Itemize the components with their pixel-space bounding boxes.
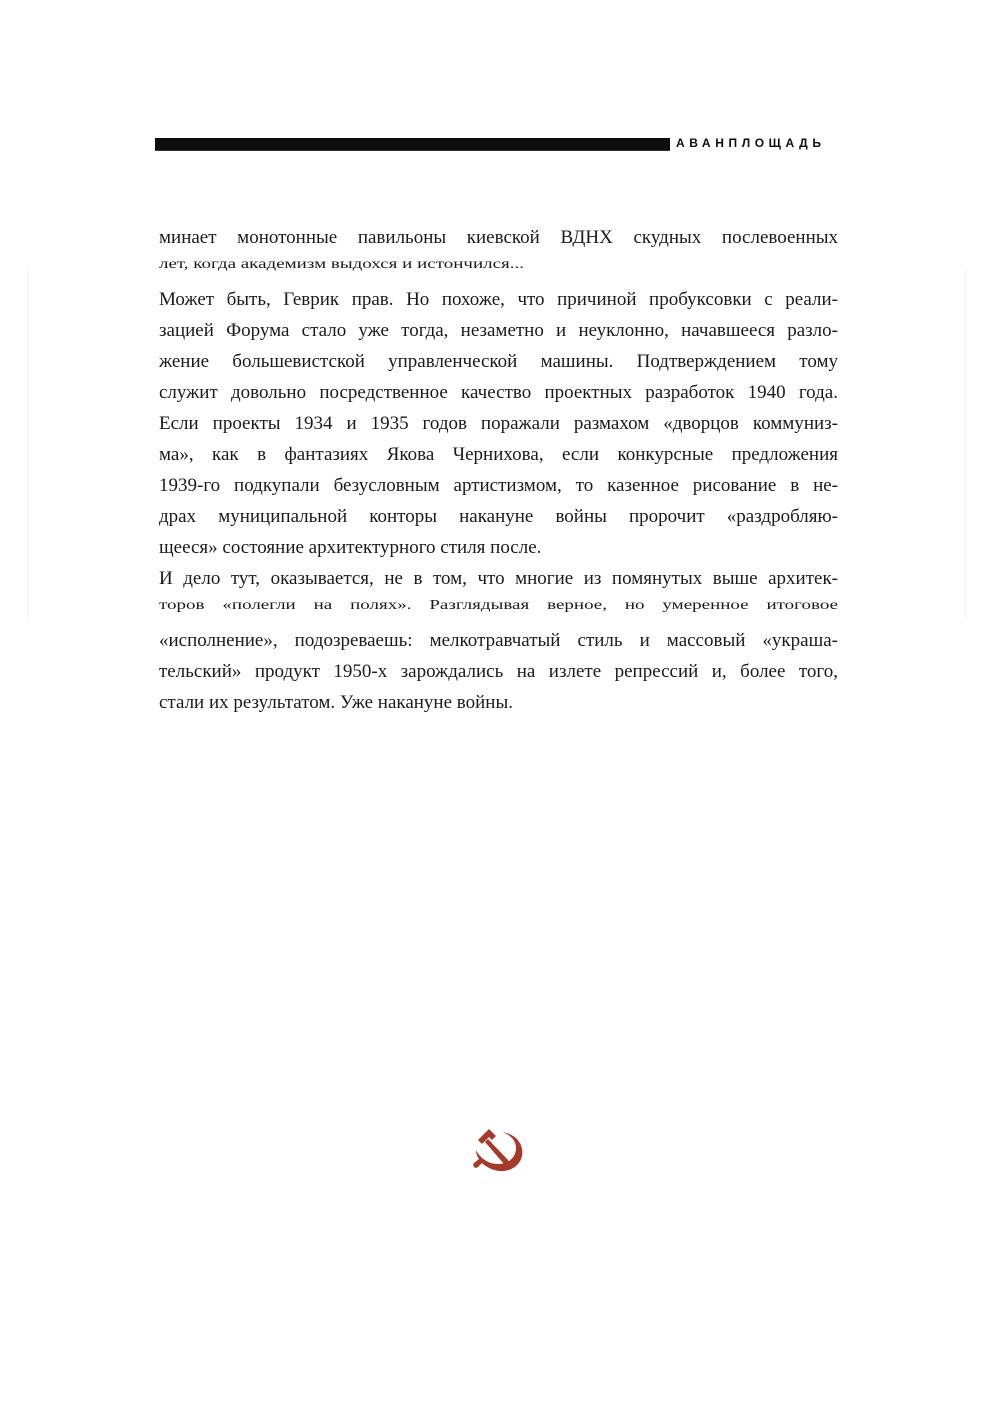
body-text [159,222,838,718]
text-line: «исполнение», подозреваешь: мелкотравчатый стиль и массовый «украша- [159,630,838,651]
hammer-and-sickle-icon [472,1128,526,1174]
text-line: зацией Форума стало уже тогда, незаметно и неуклонно, начавшееся разло- [159,320,838,341]
text-line: И дело тут, оказывается, не в том, что многие из помянутых выше архитек- [159,568,838,589]
text-line: тельский» продукт 1950-х зарождались на излете репрессий и, более того, [159,661,838,682]
text-line: стали их результатом. Уже накануне войны. [159,692,513,713]
text-line: драх муниципальной конторы накануне войны пророчит «раздробляю- [159,506,838,527]
header-rule [155,138,670,150]
text-line: служит довольно посредственное качество проектных разработок 1940 года. [159,382,838,403]
text-line: торов «полегли на полях». Разглядывая верное, но умеренное итоговое [159,597,838,613]
running-head: АВАНПЛОЩАДЬ [676,136,826,150]
text-line: 1939-го подкупали безусловным артистизмом, то казенное рисование в не- [159,475,838,496]
text-line: жение большевистской управленческой машины. Подтверждением тому [159,351,838,372]
text-line: щееся» состояние архитектурного стиля после. [159,537,542,558]
text-line: Может быть, Геврик прав. Но похоже, что причиной пробуксовки с реали- [159,289,838,310]
paragraph-3 [159,563,838,718]
text-line: лет, когда академизм выдохся и истончился... [159,256,525,272]
text-line: Если проекты 1934 и 1935 годов поражали размахом «дворцов коммуниз- [159,413,838,434]
text-line: минает монотонные павильоны киевской ВДНХ скудных послевоенных [159,227,838,248]
paragraph-2 [159,284,838,563]
text-line: ма», как в фантазиях Якова Чернихова, если конкурсные предложения [159,444,838,465]
paragraph-1 [159,222,838,284]
